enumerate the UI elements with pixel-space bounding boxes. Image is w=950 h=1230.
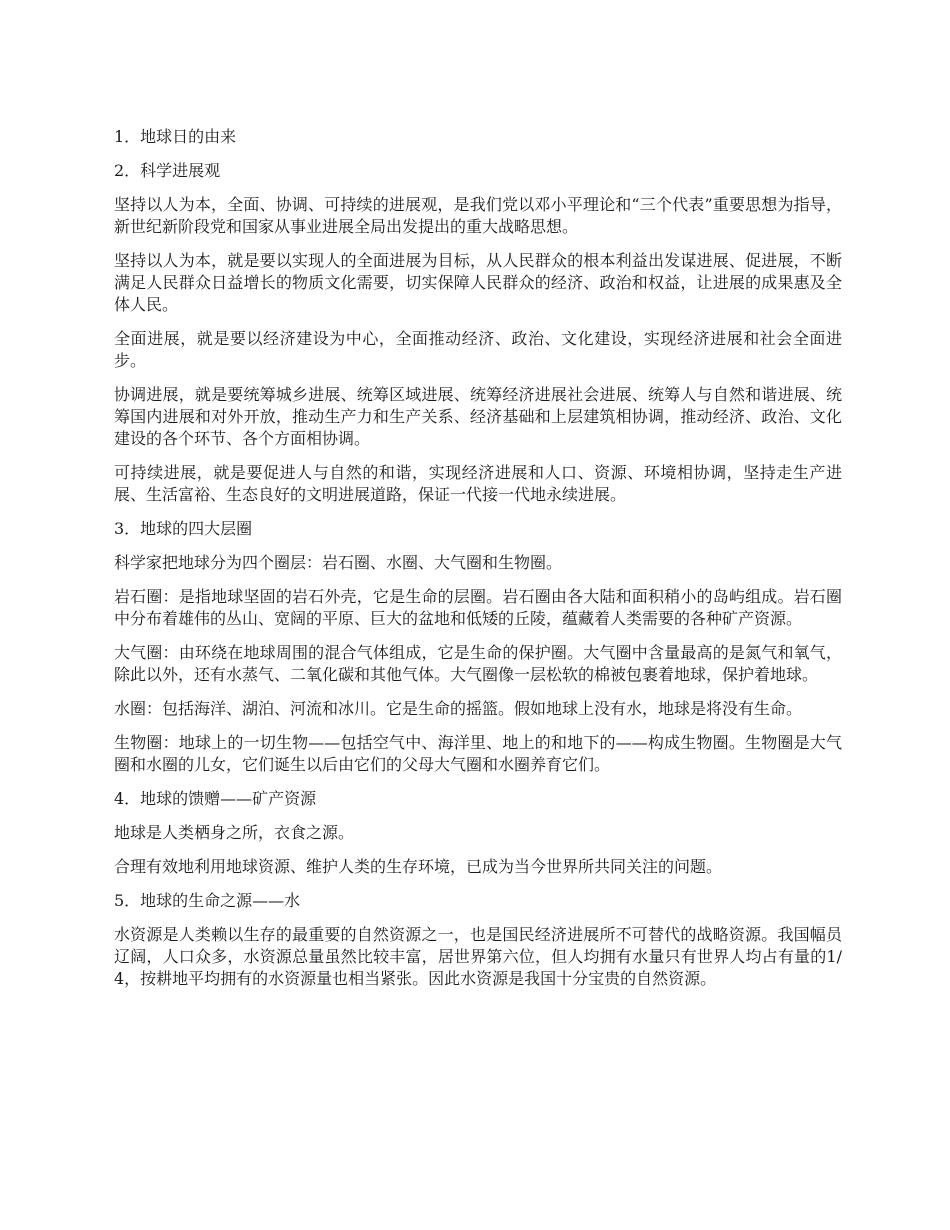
document-body (114, 126, 842, 1002)
paragraph: 协调进展，就是要统筹城乡进展、统筹区域进展、统筹经济进展社会进展、统筹人与自然和谐进展、统筹国内进展和对外开放，推动生产力和生产关系、经济基础和上层建筑相协调，推动经济、政治、文化建设的各个环节、各个方面相协调。 (114, 385, 842, 448)
paragraph: 可持续进展，就是要促进人与自然的和谐，实现经济进展和人口、资源、环境相协调，坚持走生产进展、生活富裕、生态良好的文明进展道路，保证一代接一代地永续进展。 (114, 463, 842, 504)
section-heading-four-spheres: 3．地球的四大层圈 (114, 519, 253, 538)
paragraph: 水圈：包括海洋、湖泊、河流和冰川。它是生命的摇篮。假如地球上没有水，地球是将没有生命。 (114, 699, 803, 718)
paragraph: 合理有效地利用地球资源、维护人类的生存环境，已成为当今世界所共同关注的问题。 (114, 857, 723, 876)
section-heading-water: 5．地球的生命之源——水 (114, 891, 301, 910)
paragraph: 科学家把地球分为四个圈层：岩石圈、水圈、大气圈和生物圈。 (114, 553, 563, 572)
paragraph: 生物圈：地球上的一切生物——包括空气中、海洋里、地上的和地下的——构成生物圈。生物圈是大气圈和水圈的儿女，它们诞生以后由它们的父母大气圈和水圈养育它们。 (114, 733, 842, 774)
section-heading-scientific-development: 2．科学进展观 (114, 161, 221, 180)
paragraph: 大气圈：由环绕在地球周围的混合气体组成，它是生命的保护圈。大气圈中含量最高的是氮气和氧气，除此以外，还有水蒸气、二氧化碳和其他气体。大气圈像一层松软的棉被包裹着地球，保护着地球。 (114, 643, 842, 684)
paragraph: 岩石圈：是指地球坚固的岩石外壳，它是生命的层圈。岩石圈由各大陆和面积稍小的岛屿组成。岩石圈中分布着雄伟的丛山、宽阔的平原、巨大的盆地和低矮的丘陵，蕴藏着人类需要的各种矿产资源。 (114, 587, 842, 628)
paragraph: 坚持以人为本，全面、协调、可持续的进展观，是我们党以邓小平理论和“三个代表”重要思想为指导，新世纪新阶段党和国家从事业进展全局出发提出的重大战略思想。 (114, 195, 842, 236)
paragraph: 水资源是人类赖以生存的最重要的自然资源之一，也是国民经济进展所不可替代的战略资源。我国幅员辽阔，人口众多，水资源总量虽然比较丰富，居世界第六位，但人均拥有水量只有世界人均占有量的1/4，按耕地平均拥有的水资源量也相当紧张。因此水资源是我国十分宝贵的自然资源。 (114, 925, 842, 988)
paragraph: 全面进展，就是要以经济建设为中心，全面推动经济、政治、文化建设，实现经济进展和社会全面进步。 (114, 329, 842, 370)
paragraph: 地球是人类栖身之所，衣食之源。 (114, 823, 355, 842)
section-heading-mineral-resources: 4．地球的馈赠——矿产资源 (114, 789, 317, 808)
section-heading-earth-day-origin: 1．地球日的由来 (114, 127, 237, 146)
paragraph: 坚持以人为本，就是要以实现人的全面进展为目标，从人民群众的根本利益出发谋进展、促进展，不断满足人民群众日益增长的物质文化需要，切实保障人民群众的经济、政治和权益，让进展的成果惠及全体人民。 (114, 251, 842, 314)
